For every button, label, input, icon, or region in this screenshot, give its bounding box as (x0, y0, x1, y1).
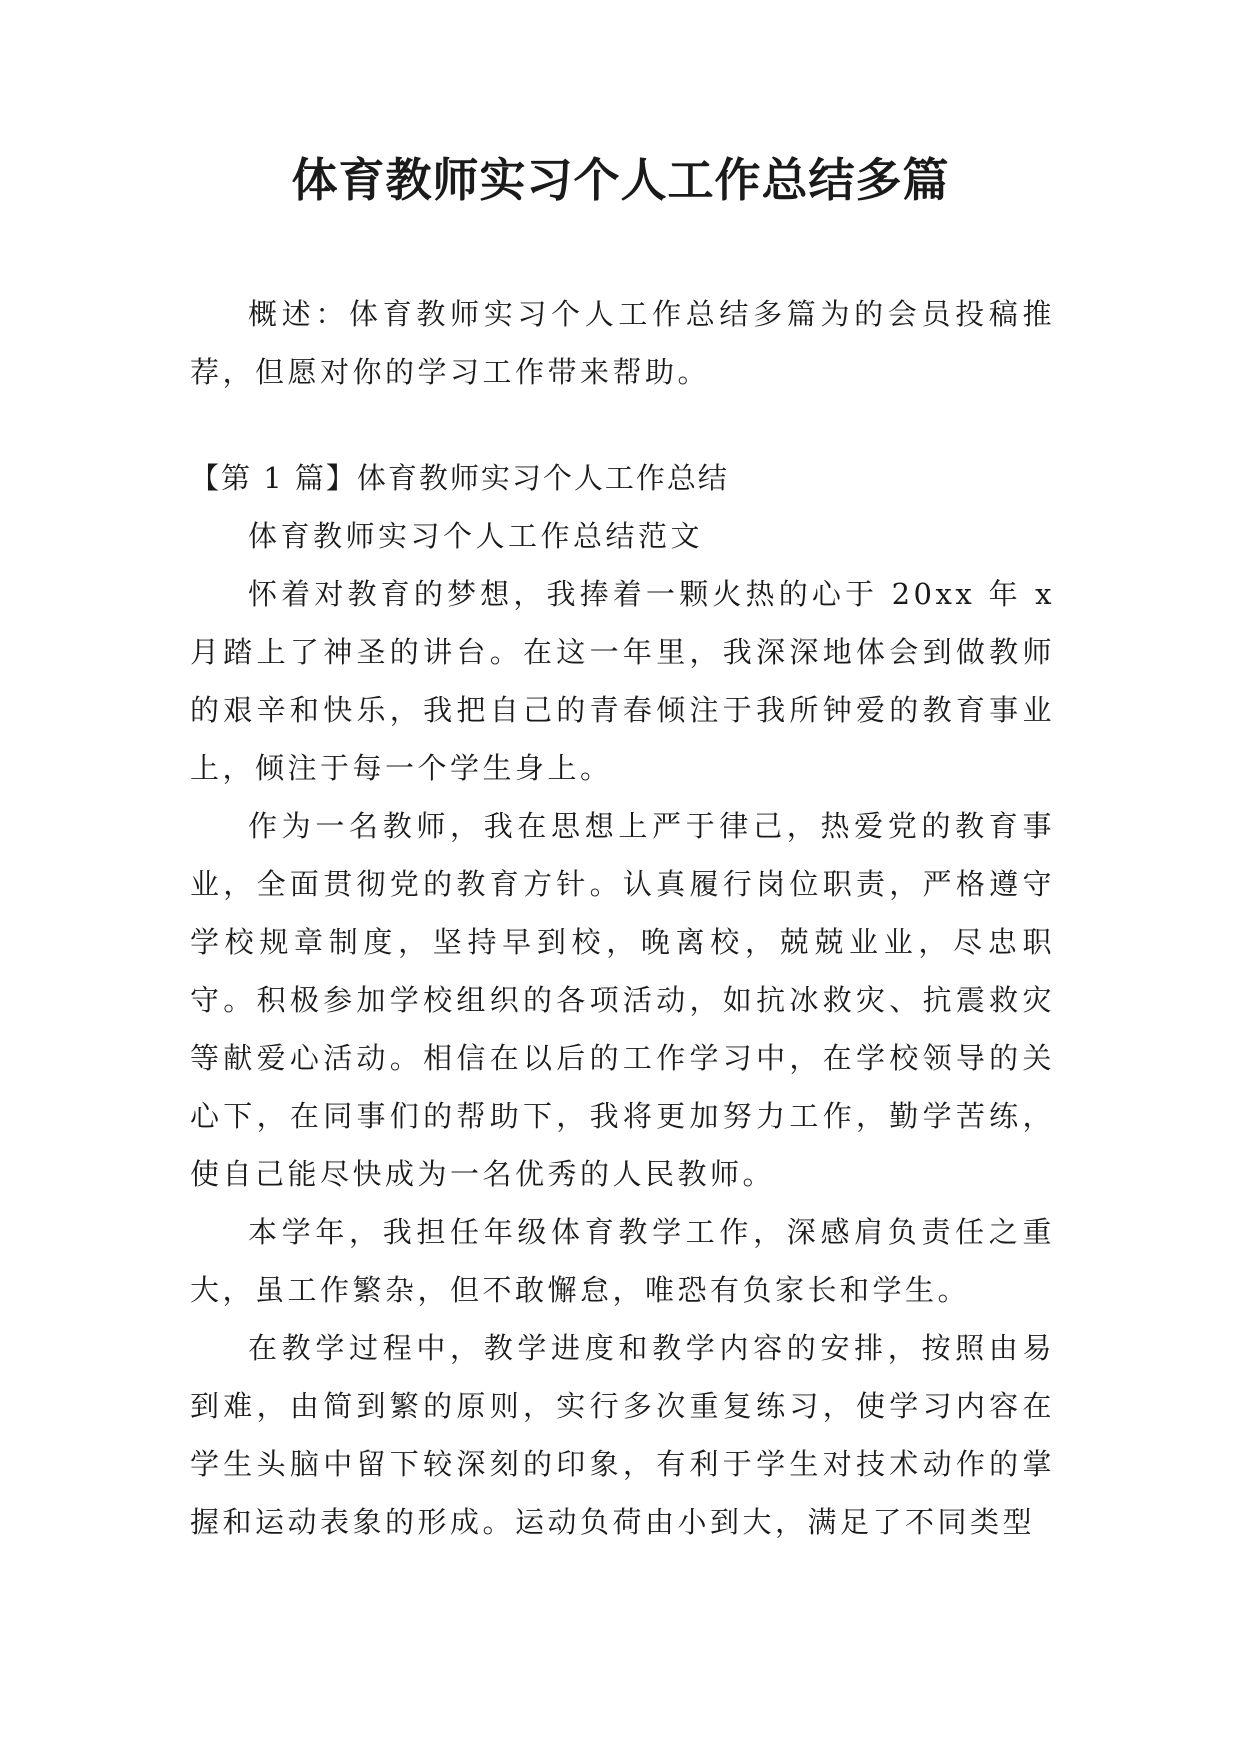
body-paragraph: 怀着对教育的梦想，我捧着一颗火热的心于 20xx 年 x 月踏上了神圣的讲台。在这一年里，我深深地体会到做教师的艰辛和快乐，我把自己的青春倾注于我所钟爱的教育事业上，倾注于每一个学生身上。 (190, 577, 1055, 785)
section-subtitle: 体育教师实习个人工作总结范文 (248, 519, 704, 553)
document-title: 体育教师实习个人工作总结多篇 (291, 153, 950, 207)
section-heading: 【第 1 篇】体育教师实习个人工作总结 (190, 461, 729, 495)
summary-paragraph: 概述：体育教师实习个人工作总结多篇为的会员投稿推荐，但愿对你的学习工作带来帮助。 (190, 297, 1055, 389)
body-paragraph: 作为一名教师，我在思想上严于律己，热爱党的教育事业，全面贯彻党的教育方针。认真履行岗位职责，严格遵守学校规章制度，坚持早到校，晚离校，兢兢业业，尽忠职守。积极参加学校组织的各项活动，如抗冰救灾、抗震救灾等献爱心活动。相信在以后的工作学习中，在学校领导的关心下，在同事们的帮助下，我将更加努力工作，勤学苦练，使自己能尽快成为一名优秀的人民教师。 (190, 809, 1055, 1191)
body-paragraph: 在教学过程中，教学进度和教学内容的安排，按照由易到难，由简到繁的原则，实行多次重复练习，使学习内容在学生头脑中留下较深刻的印象，有利于学生对技术动作的掌握和运动表象的形成。运动负荷由小到大，满足了不同类型 (190, 1331, 1055, 1539)
body-paragraph: 本学年，我担任年级体育教学工作，深感肩负责任之重大，虽工作繁杂，但不敢懈怠，唯恐有负家长和学生。 (190, 1215, 1055, 1307)
document-body (190, 285, 1055, 1551)
